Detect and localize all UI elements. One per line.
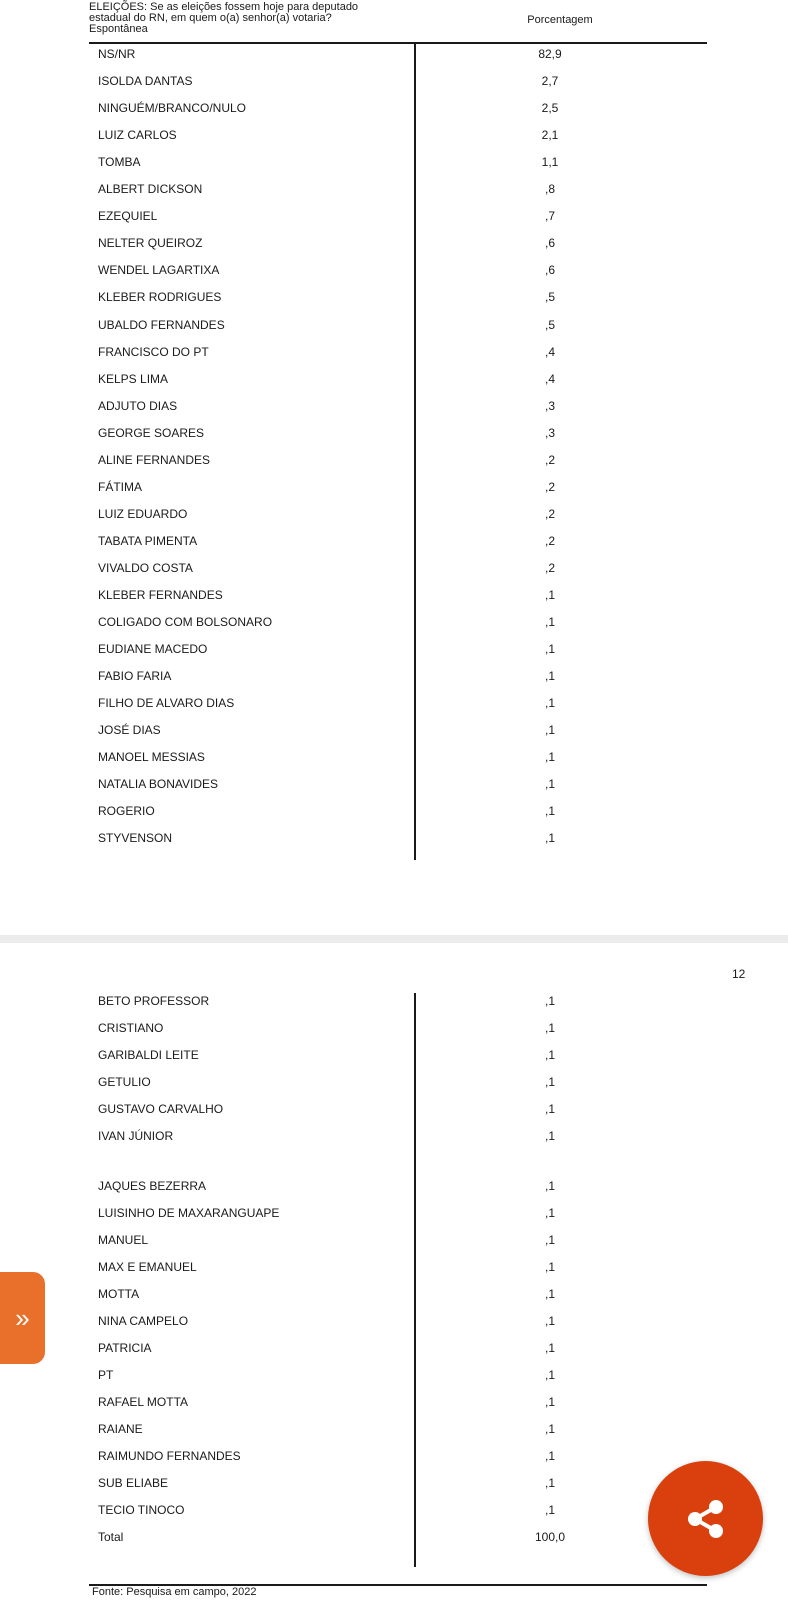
row-label: MOTTA [98,1287,140,1301]
table-row [0,1102,788,1129]
row-label: MANOEL MESSIAS [98,750,205,765]
table-row [0,1287,788,1314]
table-row [0,236,788,263]
table-row [0,290,788,317]
table-row [0,263,788,290]
table-row [0,534,788,561]
table-row [0,318,788,345]
row-label: ALINE FERNANDES [98,452,211,467]
table-row [0,696,788,723]
double-chevron-right-icon: » [15,1302,30,1333]
table-row [0,372,788,399]
table-row [0,1021,788,1048]
table-row [0,507,788,534]
row-label: KLEBER FERNANDES [98,588,223,602]
table-row [0,74,788,101]
row-value: ,2 [544,479,555,494]
row-label: RAFAEL MOTTA [98,1395,189,1409]
row-label: FILHO DE ALVARO DIAS [98,696,235,711]
row-label: COLIGADO COM BOLSONARO [98,615,273,630]
row-value: ,5 [544,317,555,332]
row-label: BETO PROFESSOR [98,994,210,1008]
table-row [0,777,788,804]
row-value: ,3 [544,425,555,440]
row-label: ALBERT DICKSON [98,182,203,197]
table-question [89,2,419,35]
row-value: ,1 [544,1449,555,1463]
row-value: ,6 [544,263,555,278]
table-row [0,480,788,507]
table-row [0,47,788,74]
row-value: ,1 [544,1075,555,1089]
row-value: 2,7 [541,74,559,89]
row-value: ,1 [544,777,555,792]
row-label: ADJUTO DIAS [98,398,178,413]
row-label: TABATA PIMENTA [98,533,198,548]
question-line-1: ELEIÇÕES: Se as eleições fossem hoje para deputado [89,1,359,13]
row-value: ,1 [544,1314,555,1328]
row-value: ,1 [544,1102,555,1116]
table-row [0,1129,788,1156]
table-row [0,453,788,480]
row-label: JOSÉ DIAS [98,723,161,738]
row-value: ,1 [544,1021,555,1035]
row-value: ,1 [544,696,555,711]
row-value: ,2 [544,560,555,575]
table-row [0,994,788,1021]
row-label: RAIANE [98,1422,143,1436]
row-label: LUIZ CARLOS [98,128,177,143]
table-row [0,426,788,453]
row-label: GARIBALDI LEITE [98,1048,199,1062]
row-label: SUB ELIABE [98,1476,169,1490]
table-row [0,1075,788,1102]
row-value: ,1 [544,1233,555,1247]
table-row [0,1341,788,1368]
row-label: LUISINHO DE MAXARANGUAPE [98,1206,280,1220]
row-value: ,1 [544,831,555,846]
row-label: ISOLDA DANTAS [98,74,193,89]
row-value: ,1 [544,750,555,765]
table-row [0,1368,788,1395]
row-label: CRISTIANO [98,1021,164,1035]
row-label: IVAN JÚNIOR [98,1129,174,1143]
page-number: 12 [732,967,746,981]
table-row [0,588,788,615]
row-value: ,6 [544,236,555,251]
row-value: ,1 [544,642,555,657]
share-icon [683,1496,729,1542]
question-line-2: estadual do RN, em quem o(a) senhor(a) votaria? [89,12,332,24]
row-label: STYVENSON [98,831,173,846]
row-value: ,1 [544,1129,555,1143]
row-label: NATALIA BONAVIDES [98,777,219,792]
question-line-3: Espontânea [89,23,148,35]
table-row [0,1314,788,1341]
row-label: UBALDO FERNANDES [98,317,225,332]
row-value: ,1 [544,804,555,819]
row-label: KELPS LIMA [98,371,169,386]
row-value: ,1 [544,1395,555,1409]
row-value: ,1 [544,669,555,684]
share-button[interactable] [648,1461,763,1576]
table-row [0,1206,788,1233]
table-row [0,1179,788,1206]
column-header-percentage: Porcentagem [527,14,593,26]
row-value: ,1 [544,1503,555,1517]
row-label: NINA CAMPELO [98,1314,189,1328]
row-label: TECIO TINOCO [98,1503,185,1517]
side-expand-tab[interactable] [0,1272,45,1364]
row-value: ,1 [544,615,555,630]
page-separator [0,935,788,943]
row-value: ,1 [544,1179,555,1193]
row-label: KLEBER RODRIGUES [98,290,222,305]
row-label: RAIMUNDO FERNANDES [98,1449,241,1463]
table-row [0,1233,788,1260]
row-label: VIVALDO COSTA [98,560,193,575]
table-row [0,561,788,588]
table-row [0,209,788,236]
row-value: ,7 [544,209,555,224]
row-value: 1,1 [541,155,559,170]
row-value: ,2 [544,506,555,521]
row-label: TOMBA [98,155,141,170]
row-label: MAX E EMANUEL [98,1260,197,1274]
row-label: WENDEL LAGARTIXA [98,263,220,278]
row-value: 2,1 [541,128,559,143]
row-label: LUIZ EDUARDO [98,506,188,521]
row-value: 82,9 [538,47,562,61]
row-value: 100,0 [534,1530,566,1544]
row-value: ,1 [544,1048,555,1062]
table-row [0,155,788,182]
row-value: ,1 [544,1422,555,1436]
table-row [0,1260,788,1287]
table-row [0,128,788,155]
row-value: ,4 [544,344,555,359]
table-row [0,615,788,642]
row-value: ,1 [544,1476,555,1490]
row-label: EZEQUIEL [98,209,158,224]
row-value: ,2 [544,452,555,467]
row-label: PATRICIA [98,1341,152,1355]
row-label: EUDIANE MACEDO [98,642,208,657]
row-label: Total [98,1530,124,1544]
row-label: GETULIO [98,1075,151,1089]
row-label: MANUEL [98,1233,149,1247]
row-value: ,1 [544,1368,555,1382]
table-row [0,723,788,750]
table-row [0,399,788,426]
row-value: ,1 [544,723,555,738]
row-label: GEORGE SOARES [98,425,205,440]
table-row [0,642,788,669]
table-row [0,182,788,209]
row-label: PT [98,1368,114,1382]
row-label: ROGERIO [98,804,155,819]
row-label: NELTER QUEIROZ [98,236,203,251]
source-note: Fonte: Pesquisa em campo, 2022 [92,1586,257,1598]
row-label: NINGUÉM/BRANCO/NULO [98,101,247,116]
row-value: ,3 [544,398,555,413]
table-row [0,804,788,831]
table-row [0,101,788,128]
table-row [0,1048,788,1075]
row-label: FABIO FARIA [98,669,172,684]
row-label: NS/NR [98,47,136,61]
table-row [0,1422,788,1449]
row-value: ,4 [544,371,555,386]
header-divider [89,42,707,44]
row-value: ,2 [544,533,555,548]
row-label: FRANCISCO DO PT [98,344,209,359]
row-value: ,8 [544,182,555,197]
table-row [0,345,788,372]
row-label: JAQUES BEZERRA [98,1179,207,1193]
row-label: GUSTAVO CARVALHO [98,1102,224,1116]
row-value: ,1 [544,1341,555,1355]
table-row [0,1395,788,1422]
table-row [0,831,788,858]
table-row [0,669,788,696]
row-value: ,5 [544,290,555,305]
table-row [0,750,788,777]
row-value: 2,5 [541,101,559,116]
row-label: FÁTIMA [98,479,142,494]
row-value: ,1 [544,994,555,1008]
row-value: ,1 [544,1287,555,1301]
row-value: ,1 [544,1260,555,1274]
row-value: ,1 [544,1206,555,1220]
row-value: ,1 [544,588,555,602]
